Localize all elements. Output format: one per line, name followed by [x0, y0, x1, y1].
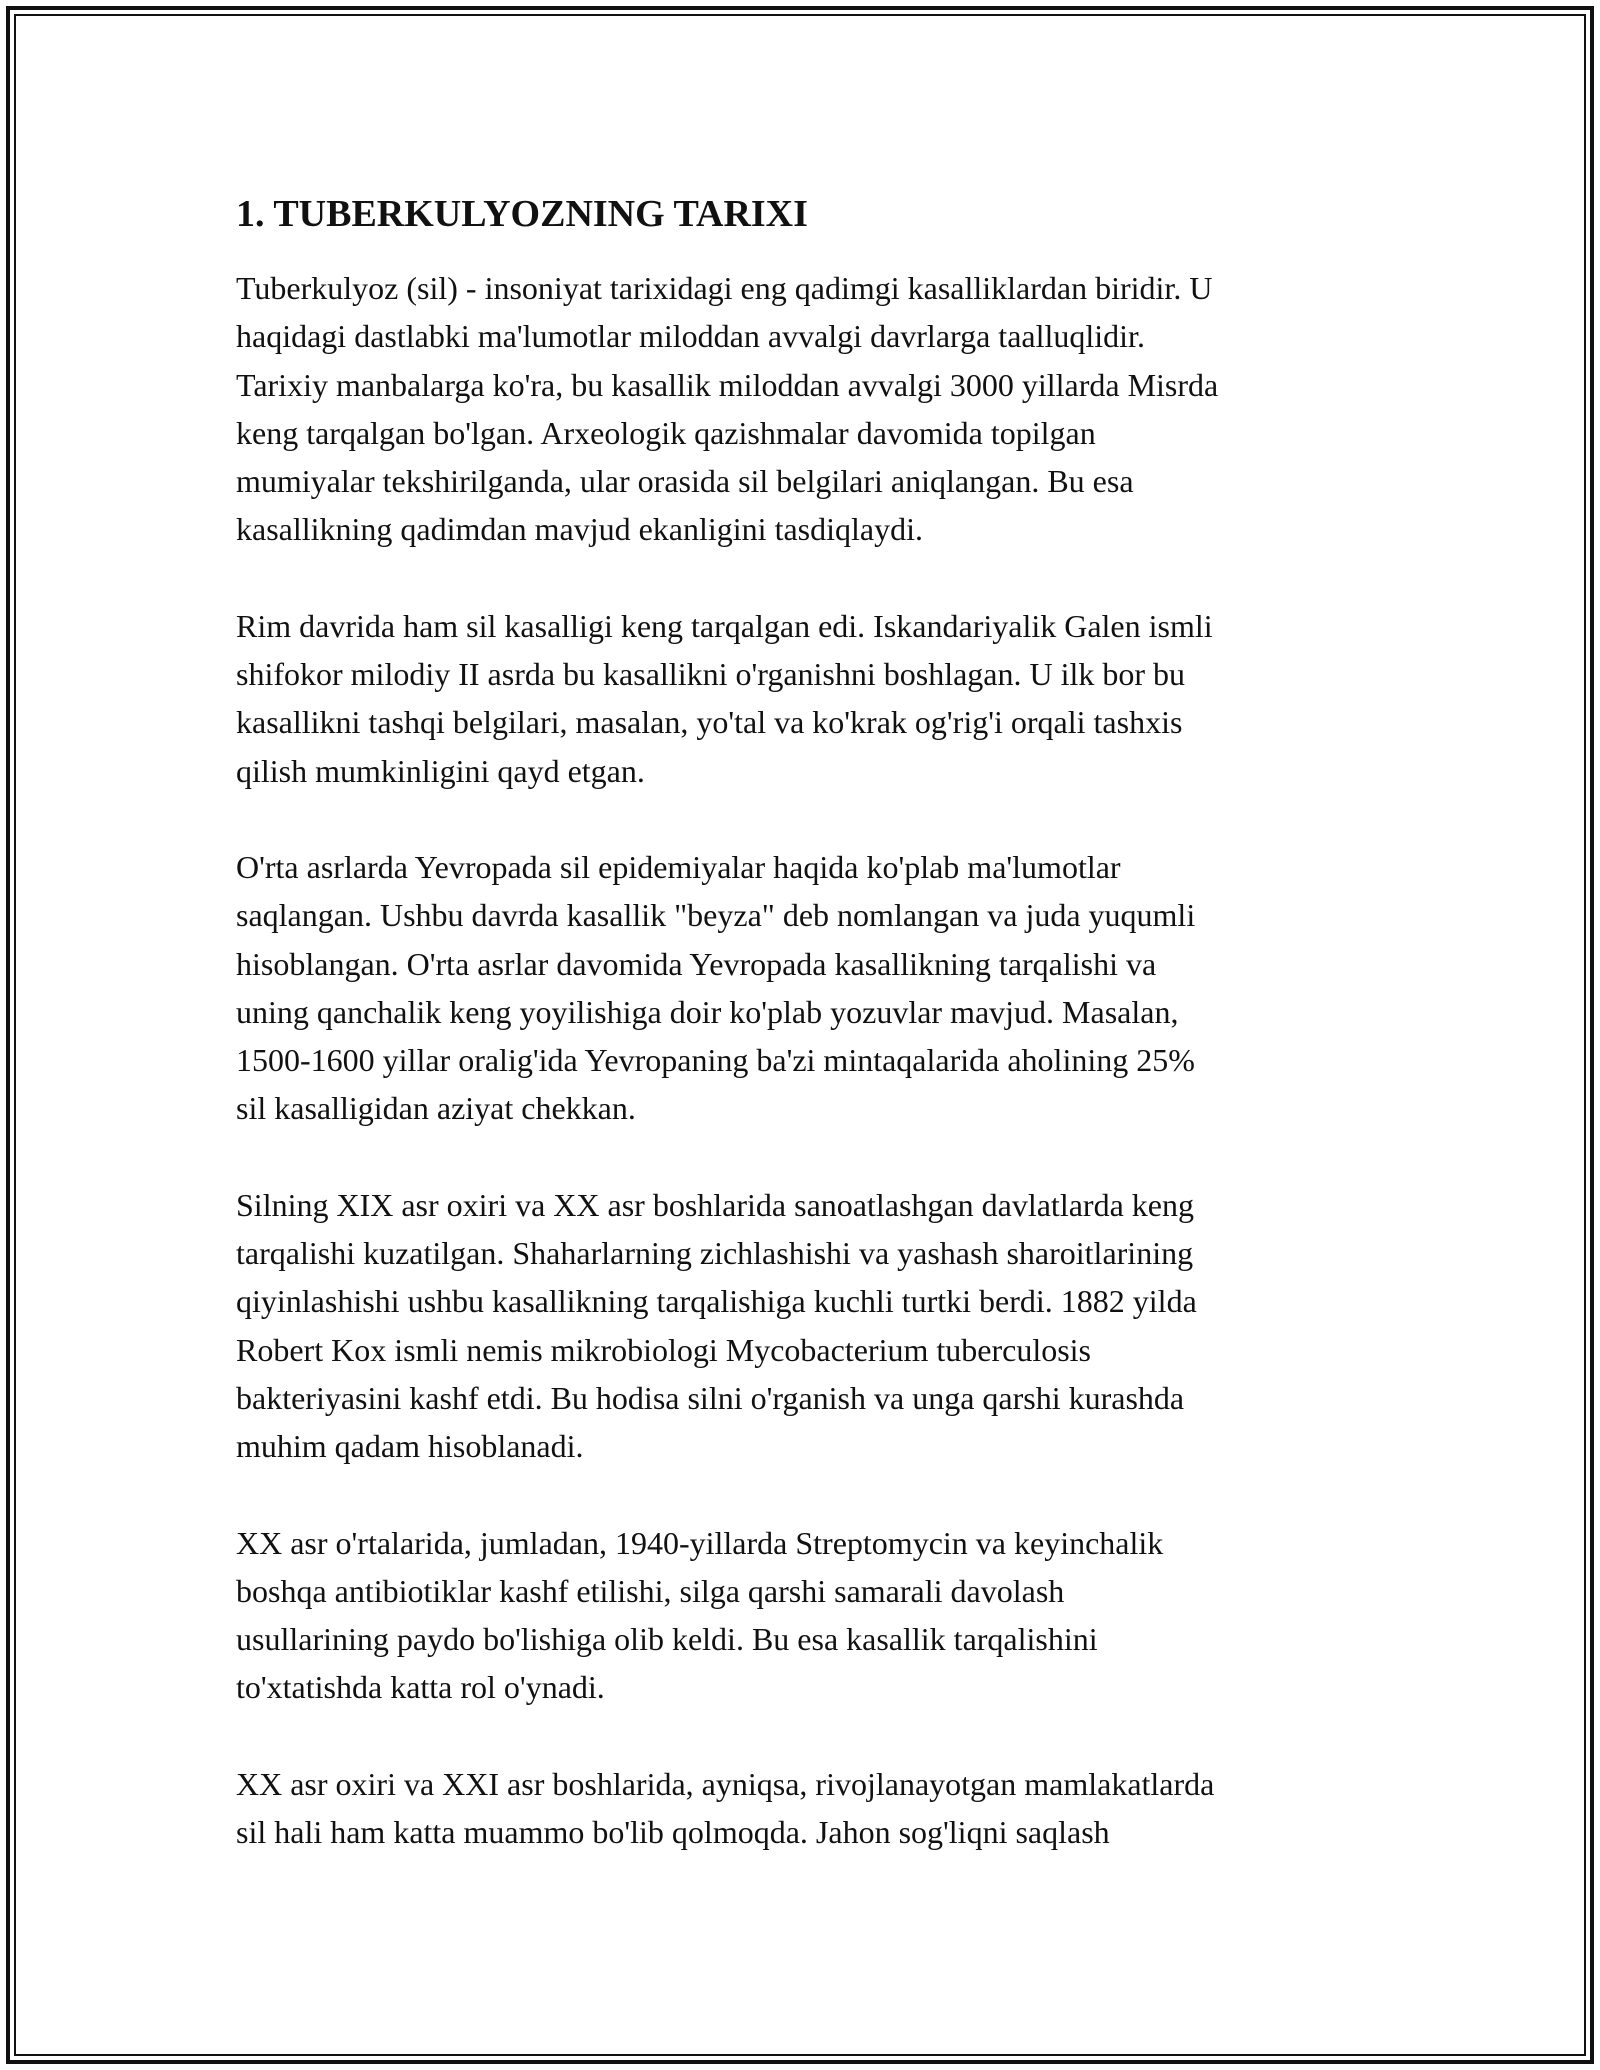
paragraph-middle-ages: O'rta asrlarda Yevropada sil epidemiyalar haqida ko'plab ma'lumotlar saqlangan. Ushbu davrda kasallik "beyza" deb nomlangan va juda yuqumli hisoblangan. O'rta asrlar davomida Yevropada kasallikning tarqalishi va uning qanchalik keng yoyilishiga doir ko'plab yozuvlar mavjud. Masalan, 1500-1600 yillar oralig'ida Yevropaning ba'zi mintaqalarida aholining 25% sil kasalligidan aziyat chekkan.	[236, 848, 1196, 1127]
document-page	[236, 188, 1376, 1904]
paragraph-antibiotics: XX asr o'rtalarida, jumladan, 1940-yillarda Streptomycin va keyinchalik boshqa antibiotiklar kashf etilishi, silga qarshi samarali davolash usullarining paydo bo'lishiga olib keldi. Bu esa kasallik tarqalishini to'xtatishda katta rol o'ynadi.	[236, 1524, 1164, 1706]
section-heading: 1. TUBERKULYOZNING TARIXI	[236, 193, 808, 235]
paragraph-industrial-era: Silning XIX asr oxiri va XX asr boshlarida sanoatlashgan davlatlarda keng tarqalishi kuzatilgan. Shaharlarning zichlashishi va yashash sharoitlarining qiyinlashishi ushbu kasallikning tarqalishiga kuchli turtki berdi. 1882 yilda Robert Kox ismli nemis mikrobiologi Mycobacterium tuberculosis bakteriyasini kashf etdi. Bu hodisa silni o'rganish va unga qarshi kurashda muhim qadam hisoblanadi.	[236, 1186, 1197, 1465]
paragraph-roman-period: Rim davrida ham sil kasalligi keng tarqalgan edi. Iskandariyalik Galen ismli shifokor milodiy II asrda bu kasallikni o'rganishni boshlagan. U ilk bor bu kasallikni tashqi belgilari, masalan, yo'tal va ko'krak og'rig'i orqali tashxis qilish mumkinligini qayd etgan.	[236, 607, 1213, 789]
paragraph-ancient-history: Tuberkulyoz (sil) - insoniyat tarixidagi eng qadimgi kasalliklardan biridir. U haqidagi dastlabki ma'lumotlar miloddan avvalgi davrlarga taalluqlidir. Tarixiy manbalarga ko'ra, bu kasallik miloddan avvalgi 3000 yillarda Misrda keng tarqalgan bo'lgan. Arxeologik qazishmalar davomida topilgan mumiyalar tekshirilganda, ular orasida sil belgilari aniqlangan. Bu esa kasallikning qadimdan mavjud ekanligini tasdiqlaydi.	[236, 270, 1219, 548]
paragraph-modern-era: XX asr oxiri va XXI asr boshlarida, ayniqsa, rivojlanayotgan mamlakatlarda sil hali ham katta muammo bo'lib qolmoqda. Jahon sog'liqni saqlash	[236, 1765, 1215, 1851]
